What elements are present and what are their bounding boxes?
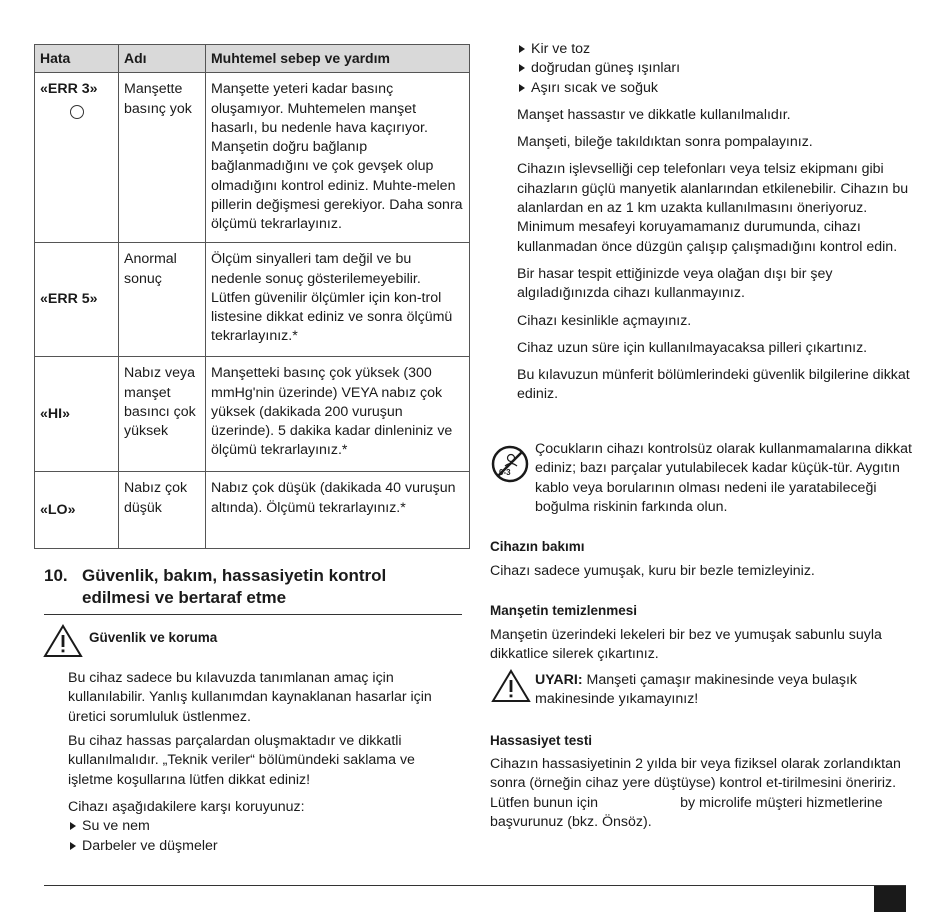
- safety-paragraph: Bu cihaz sadece bu kılavuzda tanımlanan amaç için kullanılabilir. Yanlış kullanımdan kaynaklanan hasarlar için üretici sorumluluk üstlenmez.: [68, 670, 432, 725]
- protect-list-block: [68, 798, 463, 856]
- list-item: doğrudan güneş ışınları: [517, 59, 912, 78]
- child-warning-text: Çocukların cihazı kontrolsüz olarak kullanmamalarına dikkat ediniz; bazı parçalar yutulabilecek kadar küçük-tür. Aygıtın kablo veya borularının olması nedeni ile yaratabileceği boğulma riskinin farkında olun.: [535, 441, 912, 515]
- section-number: 10.: [44, 566, 68, 585]
- protect-list-continued: [517, 40, 912, 98]
- error-name: Anormal sonuç: [119, 243, 206, 357]
- section-title-line2: edilmesi ve bertaraf etme: [82, 588, 287, 607]
- error-name: Manşette basınç yok: [119, 73, 206, 243]
- right-paragraph: Manşet hassastır ve dikkatle kullanılmalıdır.: [517, 106, 791, 123]
- list-item: Kir ve toz: [517, 40, 912, 59]
- error-code-cell: [35, 73, 119, 243]
- table-row: [35, 243, 470, 357]
- right-paragraph: Cihazı kesinlikle açmayınız.: [517, 312, 692, 329]
- error-table: [34, 44, 470, 549]
- error-name: Nabız veya manşet basıncı çok yüksek: [119, 357, 206, 472]
- table-row: [35, 73, 470, 243]
- accuracy-text-b: by microlife müşteri hizmetlerine başvurunuz (bkz. Önsöz).: [490, 794, 883, 830]
- table-header-row: [35, 45, 470, 73]
- right-paragraph: Bu kılavuzun münferit bölümlerindeki güvenlik bilgilerine dikkat ediniz.: [517, 367, 910, 403]
- warning-triangle-icon: [43, 624, 83, 658]
- no-children-icon: [490, 444, 530, 484]
- right-paragraph: Manşeti, bileğe takıldıktan sonra pompalayınız.: [517, 134, 813, 151]
- error-code: «ERR 3»: [40, 81, 98, 98]
- care-heading: Cihazın bakımı: [490, 539, 585, 554]
- warning-text: Manşeti çamaşır makinesinde veya bulaşık makinesinde yıkamayınız!: [535, 672, 858, 708]
- right-paragraph: Bir hasar tespit ettiğinizde veya olağan dışı bir şey algıladığınızda cihazı kullanmayınız.: [517, 265, 833, 302]
- footer-divider: [44, 885, 906, 886]
- section-heading: [44, 565, 464, 609]
- list-item: Darbeler ve düşmeler: [68, 837, 463, 856]
- error-desc: Manşetteki basınç çok yüksek (300 mmHg'nin üzerinde) VEYA nabız çok yüksek (dakikada 200 vuruşun üzerinde). 5 dakika kadar dinleniniz ve ölçümü tekrarlayınız.*: [206, 357, 470, 472]
- circle-symbol-icon: [70, 105, 84, 119]
- header-name: Adı: [119, 45, 206, 73]
- warning-triangle-icon: [491, 669, 531, 703]
- wash-warning: [535, 671, 915, 710]
- section-title-line1: Güvenlik, bakım, hassasiyetin kontrol: [82, 566, 387, 585]
- right-column-top: [517, 40, 912, 413]
- age-label: 0-3: [499, 468, 511, 477]
- cuff-cleaning-heading: Manşetin temizlenmesi: [490, 603, 638, 618]
- right-paragraph: Cihazın işlevselliği cep telefonları veya telsiz ekipmanı gibi cihazların güçlü manyetik alanlarından etkilenebilir. Cihazın bu alanlardan en az 1 km uzakta kullanılmasını öneriyoruz. Minimum mesafeyi koruyamamanız durumunda, cihazı kullanmadan önce düzgün çalışıp çalışmadığını kontrol edin.: [517, 161, 909, 255]
- warning-label: UYARI:: [535, 672, 583, 688]
- error-desc: Manşette yeteri kadar basınç oluşamıyor. Muhtemelen manşet hasarlı, bu nedenle hava kaçırıyor. Manşetin doğru bağlanıp bağlanmadığını ve çok gevşek olup olmadığını kontrol ediniz. Muhte-melen pillerin değişmesi gerekiyor. Daha sonra ölçümü tekrarlayınız.: [206, 73, 470, 243]
- safety-subheading: Güvenlik ve koruma: [89, 630, 218, 645]
- error-desc: Ölçüm sinyalleri tam değil ve bu nedenle sonuç gösterilemeyebilir. Lütfen güvenilir ölçümler için kon-trol listesine dikkat ediniz ve sonra ölçümü tekrarlayınız.*: [206, 243, 470, 357]
- error-name: Nabız çok düşük: [119, 472, 206, 549]
- accuracy-text: [490, 755, 915, 832]
- table-row: [35, 357, 470, 472]
- child-warning-block: [490, 440, 915, 517]
- error-code: «ERR 5»: [35, 243, 119, 357]
- error-code: «LO»: [35, 472, 119, 549]
- error-code: «HI»: [35, 357, 119, 472]
- right-paragraph: Cihaz uzun süre için kullanılmayacaksa pilleri çıkartınız.: [517, 339, 868, 356]
- protect-intro: Cihazı aşağıdakilere karşı koruyunuz:: [68, 799, 305, 815]
- heading-divider: [44, 614, 462, 615]
- page-marker: [874, 886, 906, 912]
- list-item: Aşırı sıcak ve soğuk: [517, 79, 912, 98]
- error-desc: Nabız çok düşük (dakikada 40 vuruşun altında). Ölçümü tekrarlayınız.*: [206, 472, 470, 549]
- safety-paragraph: Bu cihaz hassas parçalardan oluşmaktadır ve dikkatli kullanılmalıdır. „Teknik veriler“ bölümündeki saklama ve işletme koşullarına lütfen dikkat ediniz!: [68, 733, 415, 788]
- care-text: Cihazı sadece yumuşak, kuru bir bezle temizleyiniz.: [490, 563, 815, 579]
- header-error: Hata: [35, 45, 119, 73]
- list-item: Su ve nem: [68, 817, 463, 836]
- protect-list: [68, 817, 463, 856]
- accuracy-heading: Hassasiyet testi: [490, 733, 593, 748]
- header-cause: Muhtemel sebep ve yardım: [206, 45, 470, 73]
- cuff-cleaning-text: Manşetin üzerindeki lekeleri bir bez ve yumuşak sabunlu suyla dikkatlice silerek çıkartınız.: [490, 627, 882, 663]
- table-row: [35, 472, 470, 549]
- accuracy-text-a: Cihazın hassasiyetinin 2 yılda bir veya fiziksel olarak zorlandıktan sonra (örneğin cihaz yere düştüyse) kontrol et-tirilmesini öneririz. Lütfen bunun için: [490, 756, 901, 811]
